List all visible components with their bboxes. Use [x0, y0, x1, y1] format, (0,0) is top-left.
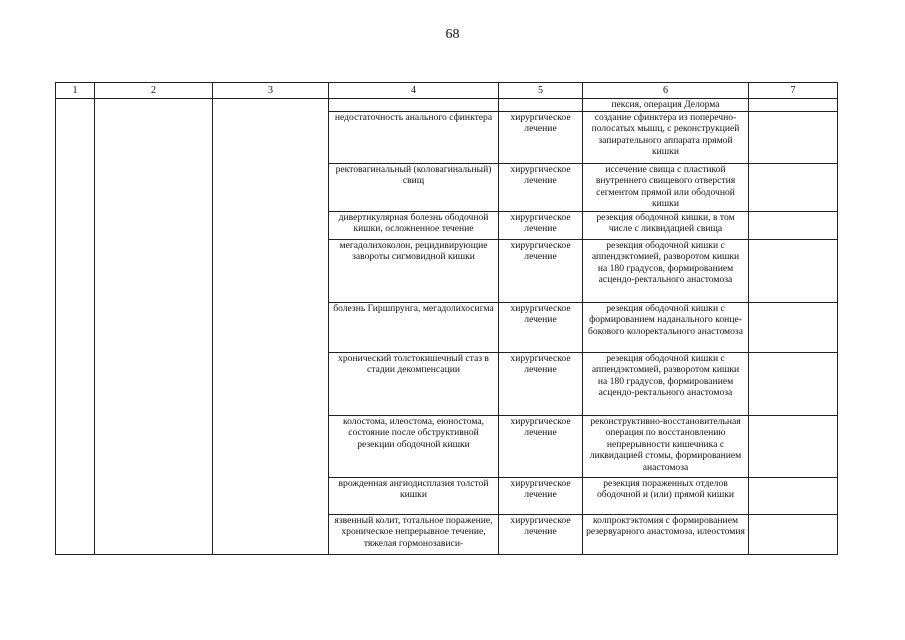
cell-method: резекция ободочной кишки, в том числе с ликвидацией свища [583, 212, 749, 240]
cell-method: резекция ободочной кишки с формированием наданального конце-бокового колоректального анастомоза [583, 303, 749, 353]
cell-method: резекция ободочной кишки с аппендэктомией, разворотом кишки на 180 градусов, формированием асцендо-ректального анастомоза [583, 240, 749, 303]
cell-col-3 [213, 99, 329, 555]
cell-col-7 [749, 112, 838, 164]
cell-col-7 [749, 212, 838, 240]
cell-treatment-type: хирургическое лечение [499, 478, 583, 515]
header-col-6: 6 [583, 83, 749, 99]
cell-col-7 [749, 478, 838, 515]
header-col-3: 3 [213, 83, 329, 99]
cell-diagnosis: ректовагинальный (коловагинальный) свищ [329, 164, 499, 212]
cell-col-7 [749, 99, 838, 112]
cell-method: реконструктивно-восстановительная операция по восстановлению непрерывности кишечника с ликвидацией стомы, формированием анастомоза [583, 416, 749, 478]
cell-diagnosis: болезнь Гиршпрунга, мегадолихосигма [329, 303, 499, 353]
header-col-2: 2 [95, 83, 213, 99]
cell-treatment-type: хирургическое лечение [499, 353, 583, 416]
table-row [56, 99, 838, 112]
cell-col-2 [95, 99, 213, 555]
cell-diagnosis: колостома, илеостома, еюностома, состояние после обструктивной резекции ободочной кишки [329, 416, 499, 478]
cell-col-7 [749, 416, 838, 478]
cell-method: иссечение свища с пластикой внутреннего свищевого отверстия сегментом прямой или ободочной кишки [583, 164, 749, 212]
cell-col-7 [749, 515, 838, 555]
cell-treatment-type [499, 99, 583, 112]
cell-col-7 [749, 353, 838, 416]
cell-treatment-type: хирургическое лечение [499, 303, 583, 353]
cell-diagnosis: врожденная ангиодисплазия толстой кишки [329, 478, 499, 515]
cell-treatment-type: хирургическое лечение [499, 212, 583, 240]
header-col-1: 1 [56, 83, 95, 99]
header-col-7: 7 [749, 83, 838, 99]
cell-diagnosis: мегадолихоколон, рецидивирующие завороты сигмовидной кишки [329, 240, 499, 303]
header-col-5: 5 [499, 83, 583, 99]
cell-diagnosis: язвенный колит, тотальное поражение, хроническое непрерывное течение, тяжелая гормонозависи- [329, 515, 499, 555]
cell-diagnosis [329, 99, 499, 112]
cell-treatment-type: хирургическое лечение [499, 240, 583, 303]
cell-method: создание сфинктера из поперечно-полосатых мышц, с реконструкцией запирательного аппарата прямой кишки [583, 112, 749, 164]
cell-method: пексия, операция Делорма [583, 99, 749, 112]
cell-treatment-type: хирургическое лечение [499, 515, 583, 555]
cell-diagnosis: дивертикулярная болезнь ободочной кишки, осложненное течение [329, 212, 499, 240]
cell-col-7 [749, 240, 838, 303]
cell-diagnosis: недостаточность анального сфинктера [329, 112, 499, 164]
header-col-4: 4 [329, 83, 499, 99]
table-header [56, 83, 838, 99]
page-number: 68 [445, 27, 460, 42]
cell-col-1 [56, 99, 95, 555]
cell-method: резекция ободочной кишки с аппендэктомией, разворотом кишки на 180 градусов, формированием асцендо-ректального анастомоза [583, 353, 749, 416]
cell-treatment-type: хирургическое лечение [499, 164, 583, 212]
cell-treatment-type: хирургическое лечение [499, 112, 583, 164]
cell-col-7 [749, 164, 838, 212]
cell-method: колпроктэктомия с формированием резервуарного анастомоза, илеостомия [583, 515, 749, 555]
cell-method: резекция пораженных отделов ободочной и (или) прямой кишки [583, 478, 749, 515]
treatment-table [55, 82, 838, 555]
cell-treatment-type: хирургическое лечение [499, 416, 583, 478]
cell-col-7 [749, 303, 838, 353]
cell-diagnosis: хронический толстокишечный стаз в стадии декомпенсации [329, 353, 499, 416]
